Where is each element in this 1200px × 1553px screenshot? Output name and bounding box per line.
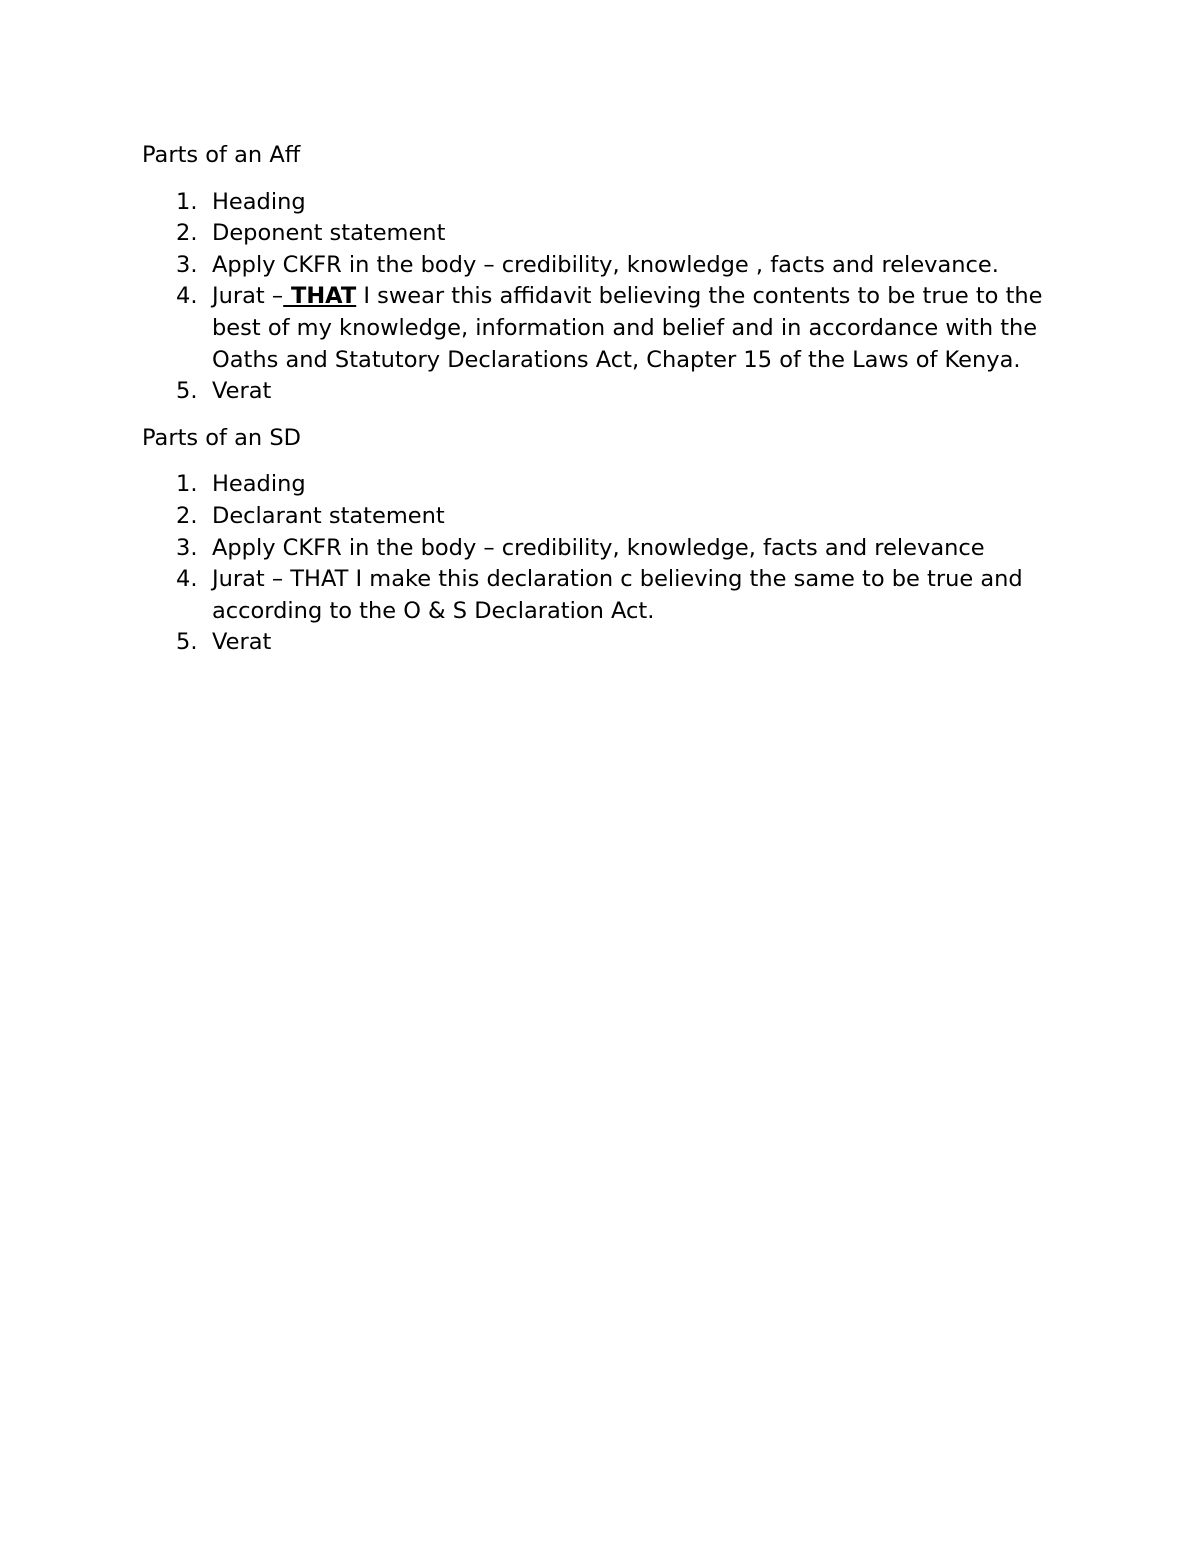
list-number: 2. <box>176 220 198 247</box>
list-number: 5. <box>176 629 198 656</box>
jurat-text: I swear this affidavit believing the contents to be true to the best of my knowledge, information and belief and in accordance with the Oaths and Statutory Declarations Act, Chapter 15 of the Laws of Kenya. <box>212 283 1043 373</box>
list-item <box>142 564 1062 627</box>
list-item-text: Declarant statement <box>212 502 445 529</box>
list-number: 3. <box>176 534 198 561</box>
list-item <box>142 281 1062 376</box>
list-item <box>142 250 1062 282</box>
list-item-text: Apply CKFR in the body – credibility, knowledge, facts and relevance <box>212 534 985 561</box>
list-item <box>142 218 1062 250</box>
jurat-prefix: Jurat – <box>212 283 284 310</box>
list-item-text: Apply CKFR in the body – credibility, knowledge , facts and relevance. <box>212 251 999 278</box>
section-title-sd: Parts of an SD <box>142 424 301 451</box>
section-title-aff: Parts of an Aff <box>142 142 301 168</box>
aff-parts-list <box>142 187 1062 408</box>
jurat-emphasis: THAT <box>283 283 357 310</box>
list-item-text: Jurat – THAT I make this declaration c believing the same to be true and according to the O & S Declaration Act. <box>212 566 1023 624</box>
list-item-text: Verat <box>212 378 272 405</box>
list-item-text: Heading <box>212 471 306 498</box>
list-item <box>142 469 1062 501</box>
list-number: 1. <box>176 188 198 215</box>
list-number: 4. <box>176 283 198 310</box>
list-number: 2. <box>176 502 198 529</box>
list-item <box>142 533 1062 565</box>
list-item-text: Deponent statement <box>212 220 446 247</box>
list-item <box>142 187 1062 219</box>
list-item-text: Heading <box>212 188 306 215</box>
list-number: 5. <box>176 378 198 405</box>
list-number: 3. <box>176 251 198 278</box>
list-item-text: Verat <box>212 629 272 656</box>
list-number: 4. <box>176 566 198 593</box>
document-body <box>142 140 1062 674</box>
list-item <box>142 501 1062 533</box>
sd-parts-list <box>142 469 1062 659</box>
list-number: 1. <box>176 471 198 498</box>
list-item <box>142 376 1062 408</box>
list-item <box>142 627 1062 659</box>
